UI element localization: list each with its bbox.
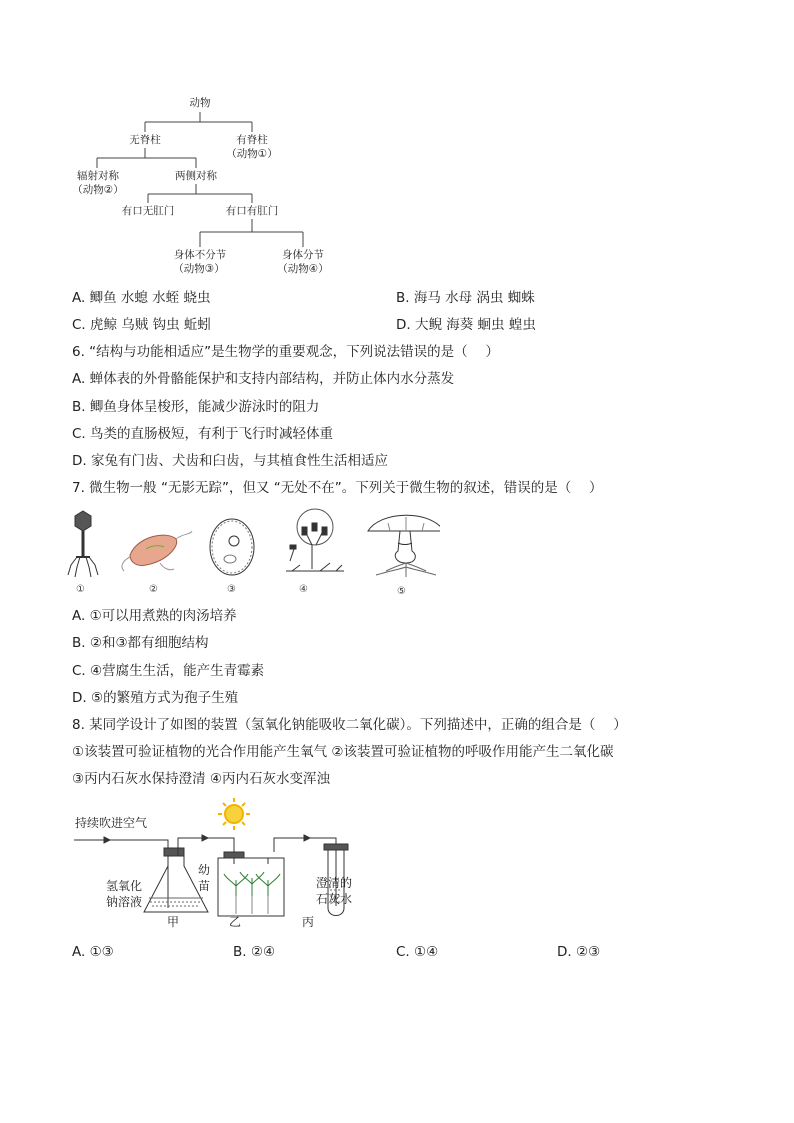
- q5-option-c[interactable]: C. 虎鲸 乌贼 钩虫 蚯蚓: [72, 317, 211, 333]
- label-naoh-1: 氢氧化: [106, 879, 143, 893]
- mushroom-icon: [368, 515, 440, 577]
- q6-option-b[interactable]: B. 鲫鱼身体呈梭形，能减少游泳时的阻力: [72, 399, 320, 415]
- microbe-label-2: ②: [149, 584, 158, 595]
- label-yi: 乙: [229, 915, 242, 929]
- microbes-drawing: [60, 505, 440, 587]
- q8-stem: 8. 某同学设计了如图的装置（氢氧化钠能吸收二氧化碳）。下列描述中，正确的组合是（ ）: [72, 717, 627, 733]
- label-seedling-2: 苗: [198, 879, 211, 893]
- q6-stem: 6. “结构与功能相适应”是生物学的重要观念，下列说法错误的是（ ）: [72, 344, 499, 360]
- label-blow-in: 持续吹进空气: [75, 816, 148, 830]
- tree-animal-2: （动物②）: [72, 184, 124, 196]
- q7-stem: 7. 微生物一般 “无影无踪”，但又 “无处不在”。下列关于微生物的叙述，错误的是（ ）: [72, 480, 603, 496]
- tree-animal-3: （动物③）: [173, 263, 225, 275]
- q6-option-c[interactable]: C. 鸟类的直肠极短，有利于飞行时减轻体重: [72, 426, 334, 442]
- microbe-label-1: ①: [76, 584, 85, 595]
- yeast-icon: [210, 519, 254, 575]
- sun-icon: [218, 798, 250, 830]
- q6-option-a[interactable]: A. 蝉体表的外骨骼能保护和支持内部结构，并防止体内水分蒸发: [72, 371, 455, 387]
- q6-option-d[interactable]: D. 家兔有门齿、犬齿和臼齿，与其植食性生活相适应: [72, 453, 388, 469]
- tree-root: 动物: [189, 97, 211, 109]
- tree-mouth-anus: 有口有肛门: [225, 205, 279, 217]
- q8-option-a[interactable]: A. ①③: [72, 944, 114, 960]
- penicillium-icon: [286, 509, 344, 571]
- tree-mouth-no-anus: 有口无肛门: [121, 205, 175, 217]
- q8-option-b[interactable]: B. ②④: [233, 944, 276, 960]
- q7-option-d[interactable]: D. ⑤的繁殖方式为孢子生殖: [72, 690, 239, 706]
- q7-option-a[interactable]: A. ①可以用煮熟的肉汤培养: [72, 608, 237, 624]
- q5-option-b[interactable]: B. 海马 水母 涡虫 蜘蛛: [396, 290, 535, 306]
- tree-vertebrate: 有脊柱: [236, 134, 268, 146]
- q7-option-c[interactable]: C. ④营腐生生活，能产生青霉素: [72, 663, 265, 679]
- label-naoh-2: 钠溶液: [106, 895, 143, 909]
- label-limewater-1: 澄清的: [316, 876, 353, 890]
- phage-icon: [68, 511, 98, 577]
- label-bing: 丙: [302, 915, 315, 929]
- microbe-label-3: ③: [227, 584, 236, 595]
- q8-option-d[interactable]: D. ②③: [557, 944, 601, 960]
- q5-option-d[interactable]: D. 大鲵 海葵 蛔虫 蝗虫: [396, 317, 536, 333]
- q8-statements-line-2: ③丙内石灰水保持澄清 ④丙内石灰水变浑浊: [72, 771, 330, 787]
- tree-radial: 辐射对称: [77, 170, 119, 182]
- label-limewater-2: 石灰水: [316, 892, 353, 906]
- tree-animal-4: （动物④）: [277, 263, 329, 275]
- q8-statements-line-1: ①该装置可验证植物的光合作用能产生氧气 ②该装置可验证植物的呼吸作用能产生二氧化碳: [72, 744, 614, 760]
- tree-unsegmented: 身体不分节: [173, 249, 227, 261]
- tree-invertebrate: 无脊柱: [129, 134, 161, 146]
- bacterium-icon: [122, 531, 192, 571]
- microbe-label-4: ④: [299, 584, 308, 595]
- tree-bilateral: 两侧对称: [175, 170, 217, 182]
- q5-option-a[interactable]: A. 鲫鱼 水螅 水蛭 蛲虫: [72, 290, 211, 306]
- tree-segmented: 身体分节: [282, 249, 324, 261]
- microbe-label-5: ⑤: [397, 586, 406, 597]
- label-jia: 甲: [167, 915, 180, 929]
- label-seedling-1: 幼: [198, 863, 211, 877]
- q7-option-b[interactable]: B. ②和③都有细胞结构: [72, 635, 209, 651]
- q8-option-c[interactable]: C. ①④: [396, 944, 439, 960]
- tree-animal-1: （动物①）: [226, 148, 278, 160]
